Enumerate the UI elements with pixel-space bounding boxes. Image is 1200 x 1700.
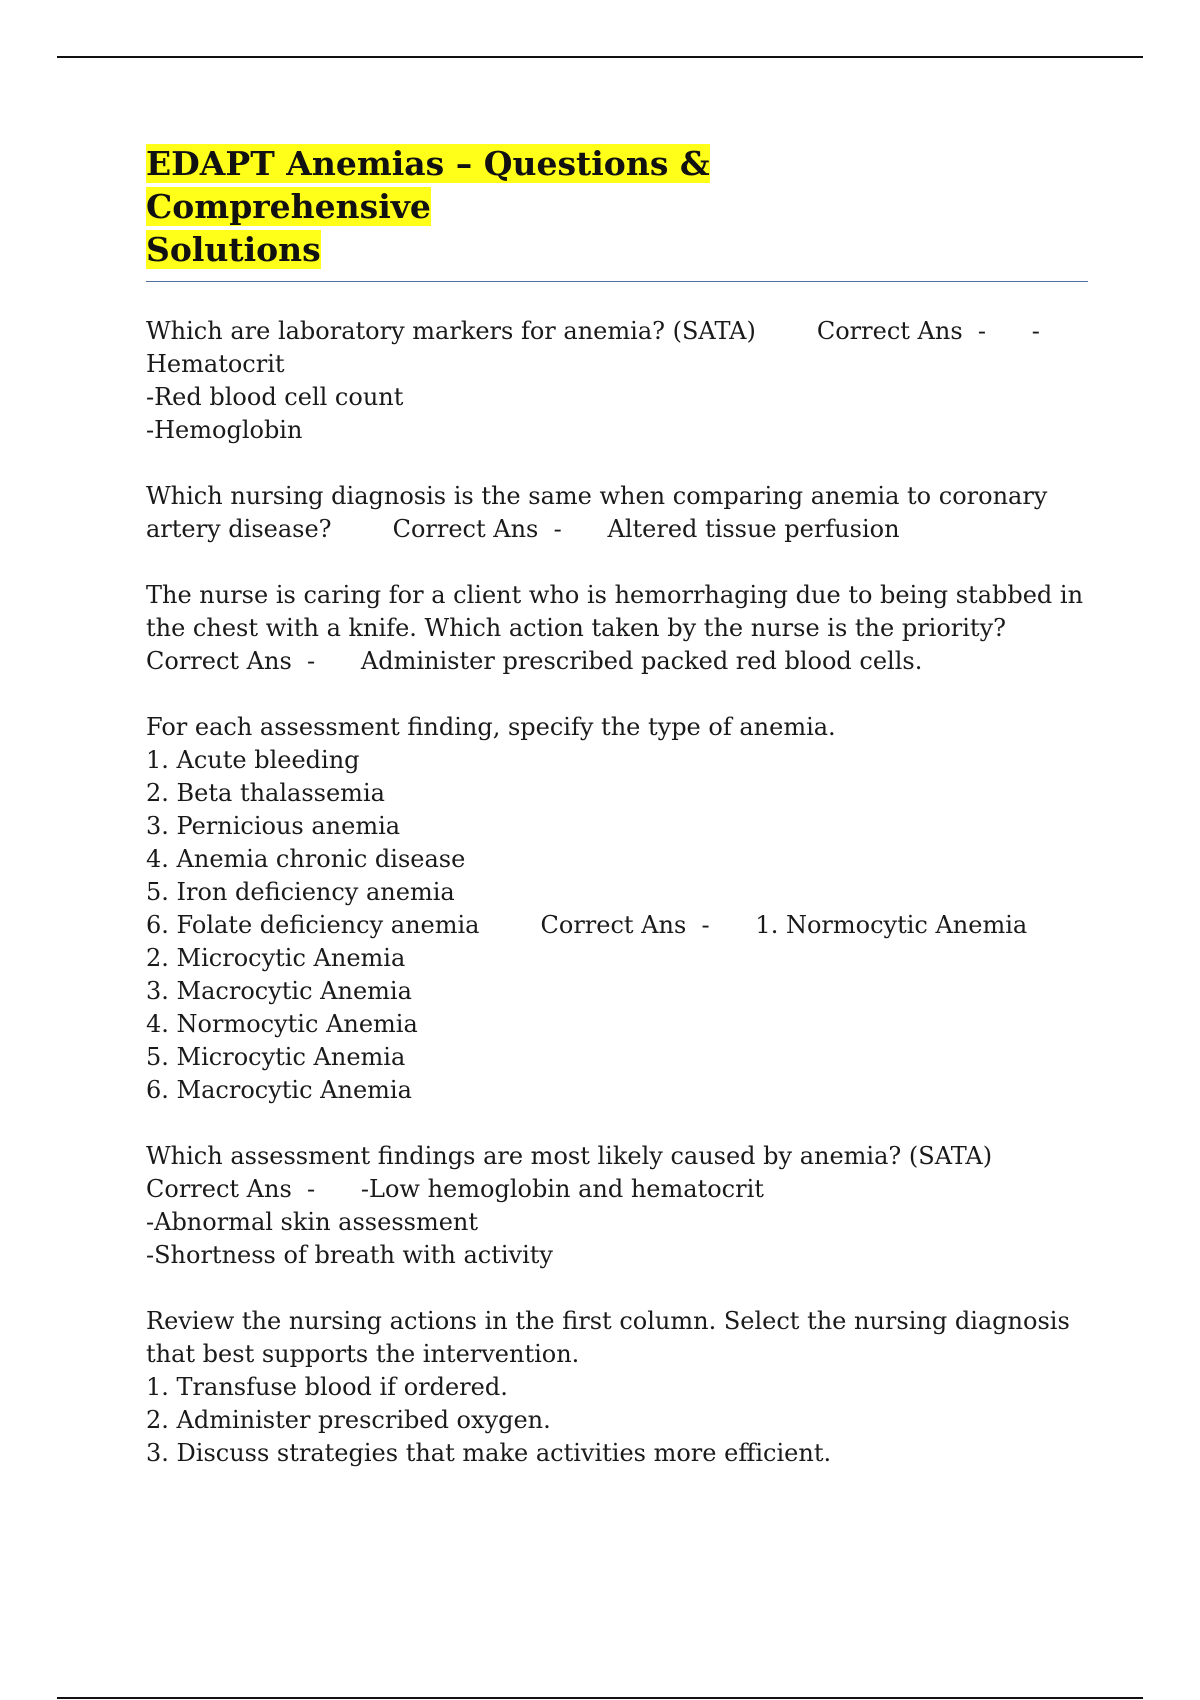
question-item [146,315,1088,447]
question-item [146,1305,1088,1470]
question-line: 2. Microcytic Anemia [146,944,406,972]
question-line: -Abnormal skin assessment [146,1208,479,1236]
question-item [146,711,1088,1107]
question-line: 5. Microcytic Anemia [146,1043,406,1071]
question-item [146,1140,1088,1272]
question-line: -Shortness of breath with activity [146,1241,553,1269]
question-line: 4. Anemia chronic disease [146,845,466,873]
page-top-rule [57,56,1143,58]
question-line: For each assessment finding, specify the type of anemia. [146,713,836,741]
question-line: The nurse is caring for a client who is hemorrhaging due to being stabbed in [146,581,1084,609]
title-line-1: EDAPT Anemias – Questions & Comprehensive [146,144,710,226]
question-line: Correct Ans - -Low hemoglobin and hematocrit [146,1175,764,1203]
question-line: 1. Acute bleeding [146,746,360,774]
question-line: that best supports the intervention. [146,1340,580,1368]
question-line: 2. Beta thalassemia [146,779,385,807]
question-line: 5. Iron deficiency anemia [146,878,455,906]
question-list [146,315,1088,1470]
question-line: 3. Discuss strategies that make activities more efficient. [146,1439,832,1467]
question-item [146,480,1088,546]
document-body [146,142,1088,1503]
question-line: 6. Macrocytic Anemia [146,1076,412,1104]
title-underline [146,281,1088,282]
question-line: Which are laboratory markers for anemia? (SATA) Correct Ans - - [146,317,1040,345]
question-line: 2. Administer prescribed oxygen. [146,1406,551,1434]
question-line: Correct Ans - Administer prescribed packed red blood cells. [146,647,923,675]
question-line: 4. Normocytic Anemia [146,1010,418,1038]
question-line: -Red blood cell count [146,383,404,411]
question-line: Hematocrit [146,350,285,378]
title-line-2: Solutions [146,230,321,269]
question-line: 3. Pernicious anemia [146,812,401,840]
question-line: 3. Macrocytic Anemia [146,977,412,1005]
question-line: the chest with a knife. Which action taken by the nurse is the priority? [146,614,1007,642]
page-bottom-rule [57,1697,1143,1699]
question-line: Which nursing diagnosis is the same when comparing anemia to coronary [146,482,1048,510]
question-line: 1. Transfuse blood if ordered. [146,1373,508,1401]
question-line: Which assessment findings are most likely caused by anemia? (SATA) [146,1142,993,1170]
question-line: artery disease? Correct Ans - Altered tissue perfusion [146,515,900,543]
question-item [146,579,1088,678]
document-title [146,142,946,271]
question-line: -Hemoglobin [146,416,303,444]
question-line: Review the nursing actions in the first column. Select the nursing diagnosis [146,1307,1070,1335]
question-line: 6. Folate deficiency anemia Correct Ans - 1. Normocytic Anemia [146,911,1028,939]
